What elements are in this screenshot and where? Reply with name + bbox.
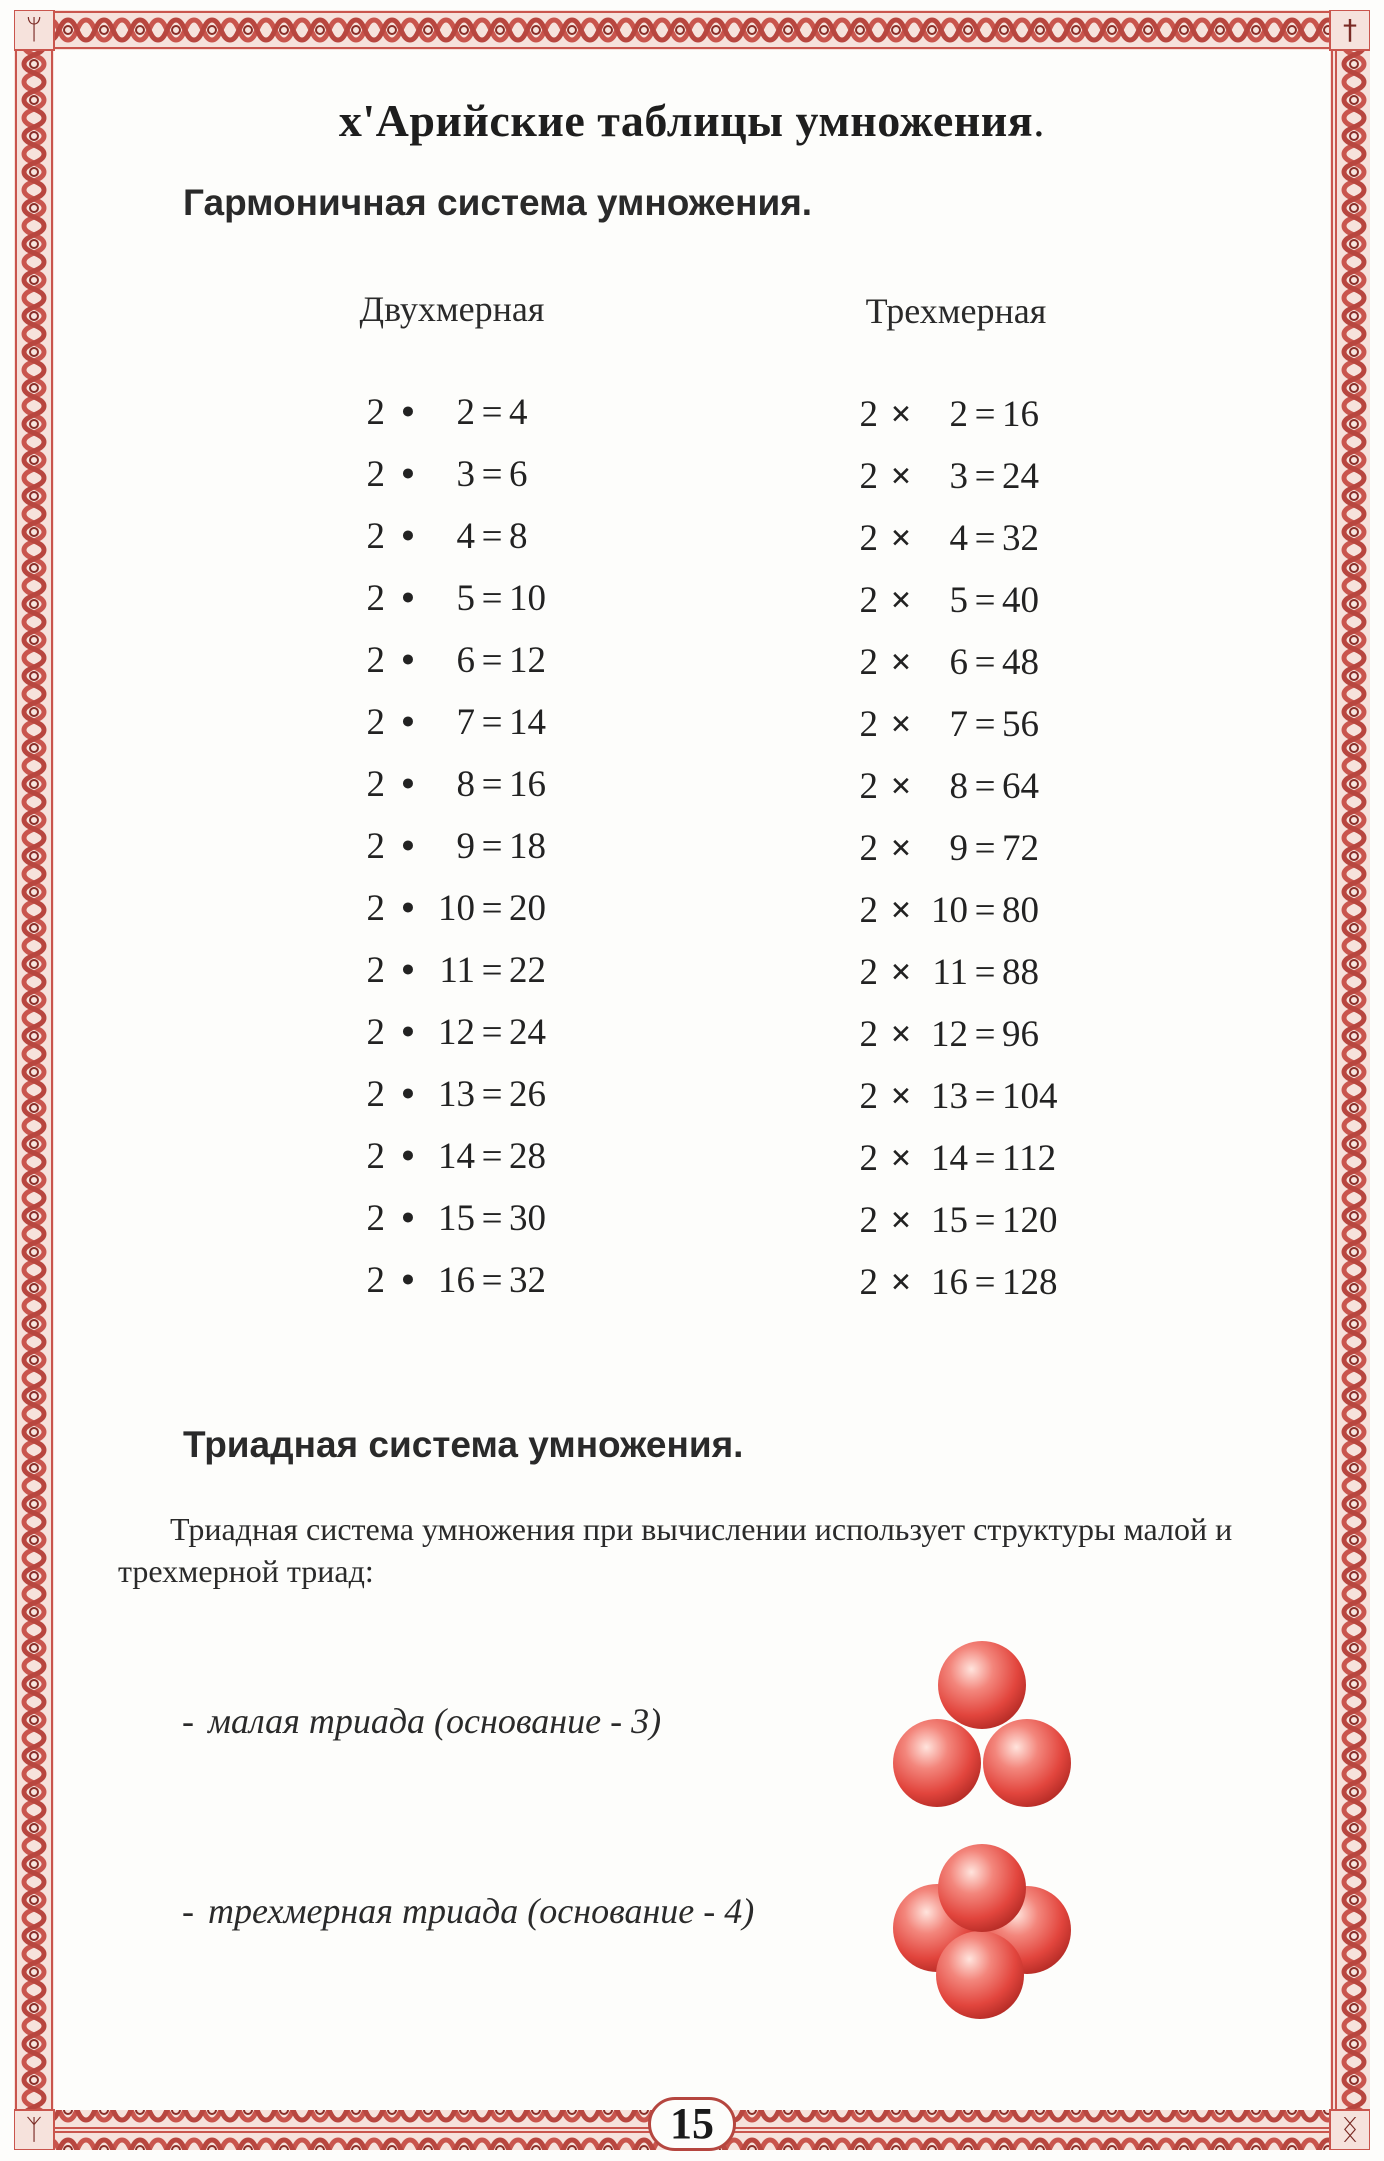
factor-a: 2 (859, 580, 878, 621)
factor-b: 16 (931, 1262, 968, 1303)
equals-sign: = (974, 642, 996, 683)
factor-a: 2 (366, 1136, 385, 1177)
table-row (838, 821, 1039, 877)
table-row (345, 571, 546, 627)
product: 64 (1002, 766, 1039, 807)
table-row (345, 385, 528, 441)
operator-sign: • (401, 392, 415, 433)
factor-b: 13 (438, 1074, 475, 1115)
sphere-left (893, 1719, 981, 1807)
table-row (838, 449, 1039, 505)
product: 10 (509, 578, 546, 619)
factor-b: 7 (949, 704, 968, 745)
equals-sign: = (974, 704, 996, 745)
product: 56 (1002, 704, 1039, 745)
operator-sign: • (401, 1198, 415, 1239)
triad-paragraph: Триадная система умножения при вычислении использует структуры малой и трехмерной триад: (118, 1511, 1233, 1589)
factor-a: 2 (366, 764, 385, 805)
equals-sign: = (974, 1076, 996, 1117)
operator-sign: • (401, 1260, 415, 1301)
product: 16 (509, 764, 546, 805)
sphere-front (936, 1931, 1024, 2019)
page-title-text: х'Арийские таблицы умножения (338, 95, 1034, 146)
factor-a: 2 (366, 640, 385, 681)
table-row (838, 387, 1039, 443)
column-header-two-dim: Двухмерная (359, 289, 545, 329)
corner-cross-icon: † (1343, 13, 1357, 46)
product: 32 (1002, 518, 1039, 559)
operator-sign: • (401, 888, 415, 929)
operator-sign: × (890, 828, 912, 869)
factor-a: 2 (859, 766, 878, 807)
product: 80 (1002, 890, 1039, 931)
factor-b: 7 (456, 702, 475, 743)
product: 18 (509, 826, 546, 867)
operator-sign: × (890, 518, 912, 559)
operator-sign: • (401, 1074, 415, 1115)
list-dash: - (182, 1891, 194, 1931)
operator-sign: • (401, 578, 415, 619)
corner-rune-icon: ᛘ (25, 13, 43, 46)
equals-sign: = (481, 1012, 503, 1053)
factor-a: 2 (859, 828, 878, 869)
factor-b: 9 (456, 826, 475, 867)
factor-a: 2 (366, 1074, 385, 1115)
operator-sign: × (890, 580, 912, 621)
operator-sign: × (890, 642, 912, 683)
product: 6 (509, 454, 528, 495)
equals-sign: = (974, 952, 996, 993)
list-item-3d-triad (182, 1890, 754, 1932)
operator-sign: × (890, 1014, 912, 1055)
table-row (838, 1193, 1058, 1249)
table-row (345, 1129, 546, 1185)
product: 24 (1002, 456, 1039, 497)
page-title (0, 94, 1384, 147)
table-row (345, 943, 546, 999)
factor-b: 6 (456, 640, 475, 681)
product: 8 (509, 516, 528, 557)
factor-a: 2 (859, 642, 878, 683)
sphere-top (938, 1844, 1026, 1932)
equals-sign: = (974, 766, 996, 807)
equals-sign: = (974, 828, 996, 869)
operator-sign: × (890, 704, 912, 745)
list-dash: - (182, 1701, 194, 1741)
operator-sign: • (401, 950, 415, 991)
equals-sign: = (481, 764, 503, 805)
border-right (1330, 50, 1370, 2110)
factor-b: 15 (438, 1198, 475, 1239)
table-row (345, 1005, 546, 1061)
column-header-three-dim: Трехмерная (865, 291, 1047, 331)
equals-sign: = (974, 1262, 996, 1303)
table-row (838, 635, 1039, 691)
table-row (838, 573, 1039, 629)
factor-a: 2 (859, 1200, 878, 1241)
equals-sign: = (974, 518, 996, 559)
operator-sign: × (890, 394, 912, 435)
factor-a: 2 (859, 518, 878, 559)
factor-b: 5 (949, 580, 968, 621)
operator-sign: • (401, 1012, 415, 1053)
equals-sign: = (481, 888, 503, 929)
equals-sign: = (974, 890, 996, 931)
factor-a: 2 (366, 392, 385, 433)
factor-b: 2 (456, 392, 475, 433)
factor-b: 11 (932, 952, 968, 993)
factor-a: 2 (859, 704, 878, 745)
operator-sign: • (401, 764, 415, 805)
factor-a: 2 (859, 1262, 878, 1303)
table-row (838, 1255, 1058, 1311)
table-row (838, 511, 1039, 567)
factor-b: 2 (949, 394, 968, 435)
three-dim-triad-spheres (880, 1830, 1100, 2030)
product: 24 (509, 1012, 546, 1053)
table-row (838, 759, 1039, 815)
border-top (54, 10, 1330, 50)
equals-sign: = (974, 394, 996, 435)
operator-sign: × (890, 952, 912, 993)
operator-sign: • (401, 516, 415, 557)
equals-sign: = (481, 1260, 503, 1301)
product: 16 (1002, 394, 1039, 435)
knot-border-svg (14, 10, 1370, 2150)
equals-sign: = (481, 392, 503, 433)
equals-sign: = (481, 1074, 503, 1115)
factor-a: 2 (859, 890, 878, 931)
page-title-period: . (1033, 95, 1046, 146)
sphere-top (938, 1641, 1026, 1729)
factor-a: 2 (366, 1260, 385, 1301)
operator-sign: × (890, 1262, 912, 1303)
equals-sign: = (481, 640, 503, 681)
factor-b: 16 (438, 1260, 475, 1301)
table-row (345, 1067, 546, 1123)
equals-sign: = (974, 1200, 996, 1241)
equals-sign: = (481, 1136, 503, 1177)
factor-b: 3 (456, 454, 475, 495)
operator-sign: × (890, 1138, 912, 1179)
equals-sign: = (974, 456, 996, 497)
factor-a: 2 (859, 394, 878, 435)
table-row (345, 819, 546, 875)
factor-a: 2 (366, 826, 385, 867)
product: 22 (509, 950, 546, 991)
operator-sign: × (890, 1200, 912, 1241)
factor-b: 10 (438, 888, 475, 929)
corner-rune-icon: ᛝ (1341, 2113, 1359, 2146)
table-row (345, 757, 546, 813)
decorative-border (14, 10, 1370, 2150)
factor-a: 2 (366, 702, 385, 743)
product: 30 (509, 1198, 546, 1239)
equals-sign: = (481, 578, 503, 619)
page-number: 15 (648, 2097, 736, 2151)
table-row (838, 1007, 1039, 1063)
factor-b: 11 (439, 950, 475, 991)
factor-a: 2 (366, 1012, 385, 1053)
equals-sign: = (974, 580, 996, 621)
table-row (838, 883, 1039, 939)
factor-b: 10 (931, 890, 968, 931)
factor-a: 2 (859, 952, 878, 993)
factor-b: 14 (931, 1138, 968, 1179)
factor-b: 12 (931, 1014, 968, 1055)
factor-b: 8 (949, 766, 968, 807)
product: 40 (1002, 580, 1039, 621)
operator-sign: × (890, 1076, 912, 1117)
equals-sign: = (481, 702, 503, 743)
sphere-right (983, 1719, 1071, 1807)
table-row (838, 945, 1039, 1001)
factor-b: 13 (931, 1076, 968, 1117)
table-row (345, 509, 528, 565)
section-heading-triad: Триадная система умножения. (183, 1424, 744, 1465)
factor-a: 2 (859, 1076, 878, 1117)
section-heading-harmonic: Гармоничная система умножения. (183, 182, 813, 223)
product: 112 (1002, 1138, 1057, 1179)
factor-a: 2 (366, 1198, 385, 1239)
list-item-small-triad (182, 1700, 661, 1742)
product: 48 (1002, 642, 1039, 683)
factor-a: 2 (366, 516, 385, 557)
equals-sign: = (481, 950, 503, 991)
table-row (838, 697, 1039, 753)
factor-a: 2 (366, 454, 385, 495)
product: 96 (1002, 1014, 1039, 1055)
equals-sign: = (481, 454, 503, 495)
factor-b: 14 (438, 1136, 475, 1177)
operator-sign: • (401, 702, 415, 743)
product: 72 (1002, 828, 1039, 869)
factor-b: 4 (949, 518, 968, 559)
product: 14 (509, 702, 546, 743)
table-row (345, 1191, 546, 1247)
factor-a: 2 (859, 1014, 878, 1055)
operator-sign: × (890, 456, 912, 497)
factor-b: 5 (456, 578, 475, 619)
factor-b: 12 (438, 1012, 475, 1053)
product: 128 (1002, 1262, 1058, 1303)
factor-b: 8 (456, 764, 475, 805)
product: 32 (509, 1260, 546, 1301)
operator-sign: • (401, 826, 415, 867)
equals-sign: = (481, 1198, 503, 1239)
product: 4 (509, 392, 528, 433)
factor-b: 4 (456, 516, 475, 557)
equals-sign: = (974, 1014, 996, 1055)
product: 88 (1002, 952, 1039, 993)
factor-b: 6 (949, 642, 968, 683)
list-item-text: малая триада (основание - 3) (208, 1701, 662, 1741)
factor-a: 2 (859, 1138, 878, 1179)
product: 104 (1002, 1076, 1058, 1117)
table-row (345, 695, 546, 751)
factor-a: 2 (366, 888, 385, 929)
operator-sign: • (401, 454, 415, 495)
operator-sign: × (890, 766, 912, 807)
equals-sign: = (481, 516, 503, 557)
operator-sign: × (890, 890, 912, 931)
table-row (345, 447, 528, 503)
product: 120 (1002, 1200, 1058, 1241)
factor-b: 15 (931, 1200, 968, 1241)
product: 26 (509, 1074, 546, 1115)
table-row (345, 1253, 546, 1309)
factor-b: 9 (949, 828, 968, 869)
factor-a: 2 (366, 578, 385, 619)
operator-sign: • (401, 640, 415, 681)
product: 12 (509, 640, 546, 681)
table-row (345, 633, 546, 689)
border-left (14, 50, 54, 2110)
list-item-text: трехмерная триада (основание - 4) (208, 1891, 755, 1931)
factor-a: 2 (859, 456, 878, 497)
table-row (838, 1131, 1056, 1187)
table-row (838, 1069, 1058, 1125)
product: 20 (509, 888, 546, 929)
corner-rune-icon: ᛉ (25, 2113, 43, 2146)
small-triad-spheres (880, 1630, 1100, 1820)
equals-sign: = (974, 1138, 996, 1179)
factor-a: 2 (366, 950, 385, 991)
factor-b: 3 (949, 456, 968, 497)
product: 28 (509, 1136, 546, 1177)
operator-sign: • (401, 1136, 415, 1177)
table-row (345, 881, 546, 937)
equals-sign: = (481, 826, 503, 867)
